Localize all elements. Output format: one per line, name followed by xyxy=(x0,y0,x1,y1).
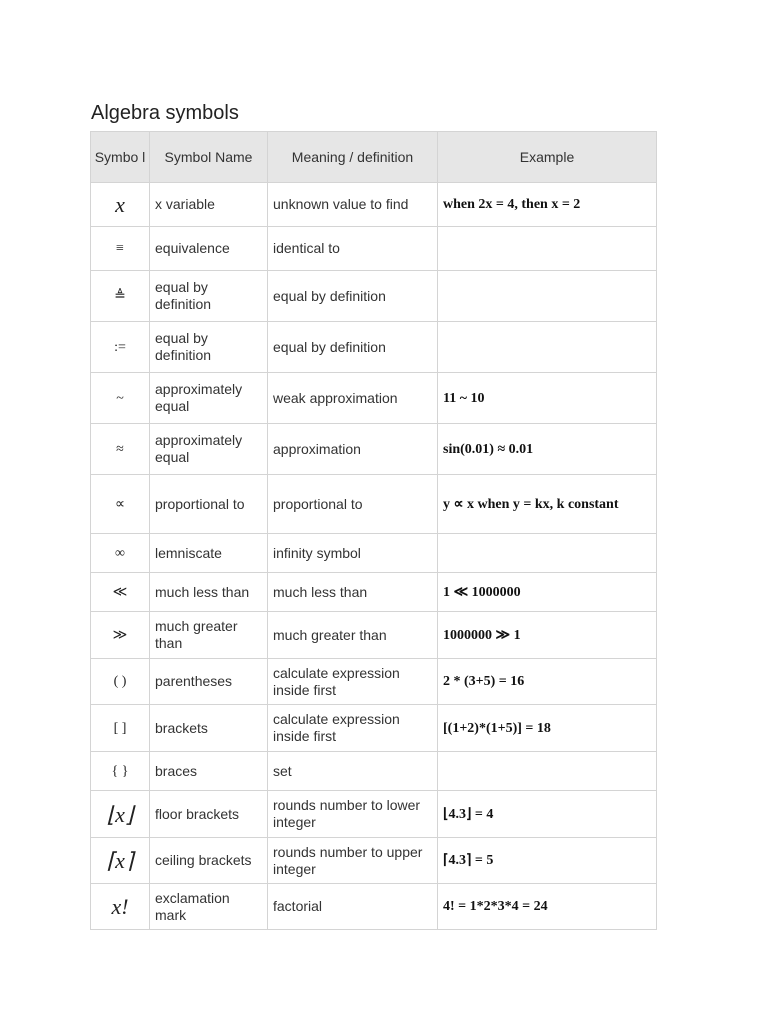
meaning-cell: infinity symbol xyxy=(268,534,438,573)
table-header-row xyxy=(91,132,657,183)
symbol-cell: ~ xyxy=(91,373,150,424)
table-row xyxy=(91,475,657,534)
table-row xyxy=(91,322,657,373)
symbol-name-cell: braces xyxy=(150,752,268,791)
page-title: Algebra symbols xyxy=(91,102,239,124)
symbol-name-cell: parentheses xyxy=(150,659,268,705)
symbol-cell: ≡ xyxy=(91,227,150,271)
meaning-cell: calculate expression inside first xyxy=(268,705,438,752)
example-cell: when 2x = 4, then x = 2 xyxy=(438,183,657,227)
symbol-cell: := xyxy=(91,322,150,373)
table-row xyxy=(91,424,657,475)
table-row xyxy=(91,573,657,612)
symbol-name-cell: proportional to xyxy=(150,475,268,534)
example-cell xyxy=(438,227,657,271)
table-row xyxy=(91,271,657,322)
symbol-name-cell: equal by definition xyxy=(150,271,268,322)
symbol-cell: x xyxy=(91,183,150,227)
meaning-cell: equal by definition xyxy=(268,322,438,373)
example-cell: 1000000 ≫ 1 xyxy=(438,612,657,659)
table-row xyxy=(91,373,657,424)
table-row xyxy=(91,534,657,573)
example-cell: [(1+2)*(1+5)] = 18 xyxy=(438,705,657,752)
column-header-meaning: Meaning / definition xyxy=(268,132,438,183)
symbol-cell: { } xyxy=(91,752,150,791)
table-row xyxy=(91,227,657,271)
table-row xyxy=(91,884,657,930)
meaning-cell: identical to xyxy=(268,227,438,271)
meaning-cell: much less than xyxy=(268,573,438,612)
symbol-cell: ≪ xyxy=(91,573,150,612)
table-row xyxy=(91,705,657,752)
meaning-cell: approximation xyxy=(268,424,438,475)
meaning-cell: unknown value to find xyxy=(268,183,438,227)
symbol-name-cell: exclamation mark xyxy=(150,884,268,930)
meaning-cell: set xyxy=(268,752,438,791)
column-header-example: Example xyxy=(438,132,657,183)
symbol-name-cell: lemniscate xyxy=(150,534,268,573)
example-cell xyxy=(438,322,657,373)
table-row xyxy=(91,838,657,884)
meaning-cell: rounds number to lower integer xyxy=(268,791,438,838)
symbol-name-cell: much greater than xyxy=(150,612,268,659)
symbol-name-cell: equivalence xyxy=(150,227,268,271)
meaning-cell: equal by definition xyxy=(268,271,438,322)
symbol-cell: ∝ xyxy=(91,475,150,534)
symbol-name-cell: x variable xyxy=(150,183,268,227)
table-row xyxy=(91,183,657,227)
meaning-cell: proportional to xyxy=(268,475,438,534)
symbol-cell: ≜ xyxy=(91,271,150,322)
symbol-name-cell: brackets xyxy=(150,705,268,752)
symbol-cell: ≈ xyxy=(91,424,150,475)
example-cell: ⌈4.3⌉ = 5 xyxy=(438,838,657,884)
meaning-cell: factorial xyxy=(268,884,438,930)
symbol-name-cell: equal by definition xyxy=(150,322,268,373)
symbol-cell: ⌈x⌉ xyxy=(91,838,150,884)
symbol-name-cell: approximately equal xyxy=(150,424,268,475)
symbol-name-cell: much less than xyxy=(150,573,268,612)
symbol-cell: [ ] xyxy=(91,705,150,752)
meaning-cell: rounds number to upper integer xyxy=(268,838,438,884)
meaning-cell: weak approximation xyxy=(268,373,438,424)
symbol-cell: ⌊x⌋ xyxy=(91,791,150,838)
symbol-cell: x! xyxy=(91,884,150,930)
example-cell: 11 ~ 10 xyxy=(438,373,657,424)
symbol-name-cell: approximately equal xyxy=(150,373,268,424)
meaning-cell: much greater than xyxy=(268,612,438,659)
table-row xyxy=(91,791,657,838)
table-row xyxy=(91,612,657,659)
symbol-name-cell: floor brackets xyxy=(150,791,268,838)
example-cell xyxy=(438,271,657,322)
example-cell: sin(0.01) ≈ 0.01 xyxy=(438,424,657,475)
table-row xyxy=(91,752,657,791)
example-cell: ⌊4.3⌋ = 4 xyxy=(438,791,657,838)
example-cell xyxy=(438,534,657,573)
example-cell: y ∝ x when y = kx, k constant xyxy=(438,475,657,534)
symbol-name-cell: ceiling brackets xyxy=(150,838,268,884)
example-cell: 1 ≪ 1000000 xyxy=(438,573,657,612)
column-header-symbol: Symbo l xyxy=(91,132,150,183)
example-cell: 4! = 1*2*3*4 = 24 xyxy=(438,884,657,930)
symbol-cell: ( ) xyxy=(91,659,150,705)
symbol-cell: ≫ xyxy=(91,612,150,659)
column-header-symbol-name: Symbol Name xyxy=(150,132,268,183)
algebra-symbols-table xyxy=(90,131,657,930)
symbol-cell: ∞ xyxy=(91,534,150,573)
example-cell xyxy=(438,752,657,791)
table-row xyxy=(91,659,657,705)
example-cell: 2 * (3+5) = 16 xyxy=(438,659,657,705)
meaning-cell: calculate expression inside first xyxy=(268,659,438,705)
